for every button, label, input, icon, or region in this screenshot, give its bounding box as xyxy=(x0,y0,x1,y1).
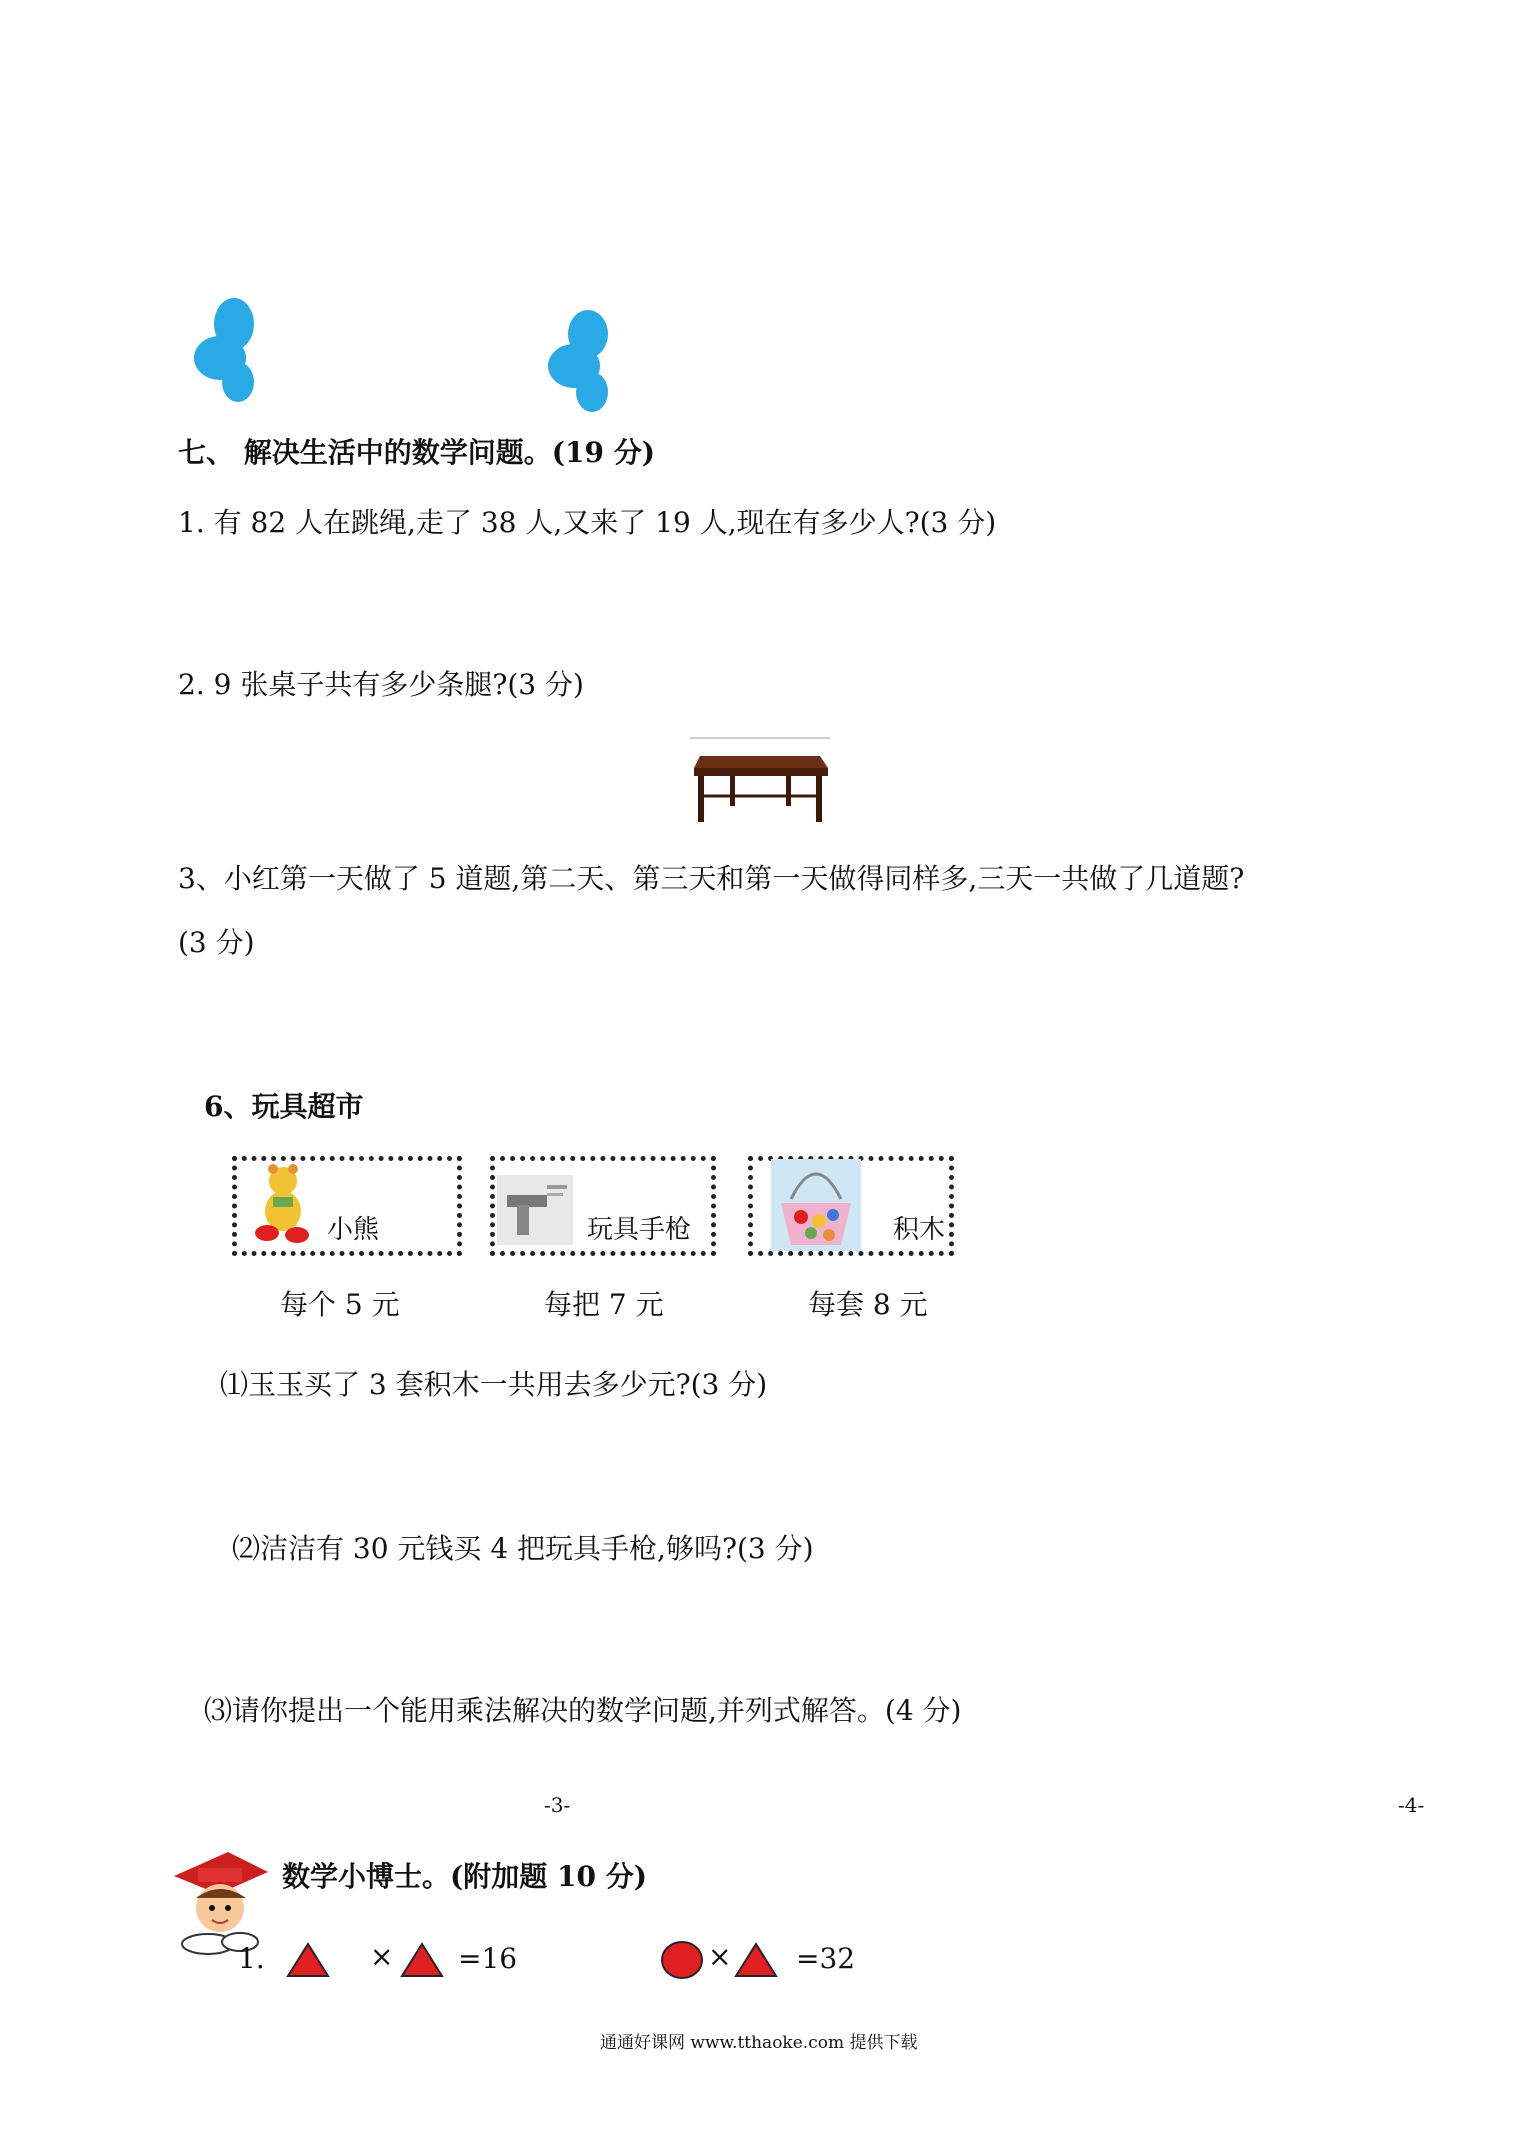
toy-item-gun xyxy=(490,1156,716,1256)
blocks-basket-image xyxy=(771,1159,861,1251)
page-number-right: -4- xyxy=(1398,1793,1425,1817)
question-1: 1. 有 82 人在跳绳,走了 38 人,又来了 19 人,现在有多少人?(3 分) xyxy=(178,506,997,539)
section-title: 七、 解决生活中的数学问题。(19 分) xyxy=(178,436,655,469)
math-doctor-mascot-image xyxy=(168,1846,272,1956)
question-3-score: (3 分) xyxy=(178,926,255,959)
table-image xyxy=(690,736,830,828)
toy-name: 小熊 xyxy=(327,1215,380,1245)
toy-price: 每把 7 元 xyxy=(544,1288,664,1321)
page-number-left: -3- xyxy=(544,1793,571,1817)
multiply-sign: × xyxy=(708,1940,732,1973)
question-2: 2. 9 张桌子共有多少条腿?(3 分) xyxy=(178,668,584,701)
equation-2-result: =32 xyxy=(796,1942,856,1975)
triangle-icon xyxy=(400,1942,444,1978)
toy-price: 每套 8 元 xyxy=(808,1288,928,1321)
bear-toy-image xyxy=(251,1163,315,1249)
bonus-question-number: 1. xyxy=(238,1942,265,1975)
toy-item-blocks xyxy=(748,1156,954,1256)
toy-question-3: ⑶请你提出一个能用乘法解决的数学问题,并列式解答。(4 分) xyxy=(204,1694,962,1727)
circle-icon xyxy=(660,1940,704,1980)
toy-price: 每个 5 元 xyxy=(280,1288,400,1321)
toy-item-bear xyxy=(232,1156,462,1256)
toy-gun-image xyxy=(497,1175,573,1245)
equation-1-result: =16 xyxy=(458,1942,518,1975)
multiply-sign: × xyxy=(370,1940,394,1973)
flower-icon xyxy=(192,296,262,406)
triangle-icon xyxy=(734,1942,778,1978)
bonus-title: 数学小博士。(附加题 10 分) xyxy=(282,1860,647,1893)
triangle-icon xyxy=(286,1942,330,1978)
question-3: 3、小红第一天做了 5 道题,第二天、第三天和第一天做得同样多,三天一共做了几道题? xyxy=(178,862,1245,895)
flower-icon xyxy=(546,308,616,418)
footer-text: 通通好课网 www.tthaoke.com 提供下载 xyxy=(600,2033,918,2053)
toy-question-2: ⑵洁洁有 30 元钱买 4 把玩具手枪,够吗?(3 分) xyxy=(232,1532,814,1565)
toy-question-1: ⑴玉玉买了 3 套积木一共用去多少元?(3 分) xyxy=(220,1368,768,1401)
toy-store-title: 6、玩具超市 xyxy=(204,1090,364,1123)
toy-name: 玩具手枪 xyxy=(587,1215,692,1245)
toy-name: 积木 xyxy=(893,1215,946,1245)
